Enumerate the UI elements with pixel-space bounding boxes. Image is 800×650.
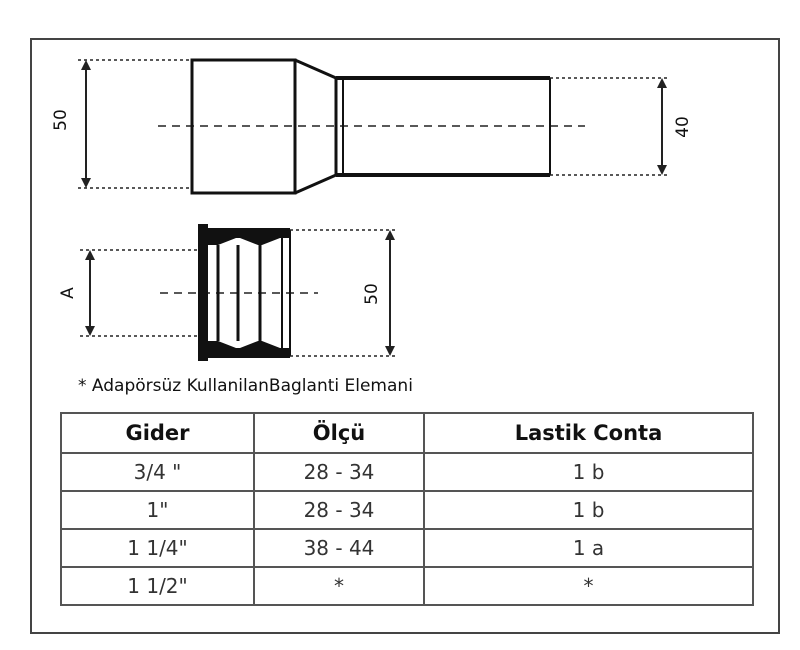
table-row — [61, 529, 753, 567]
cell-olcu: 38 - 44 — [254, 529, 424, 567]
cell-gider: 3/4 " — [61, 453, 254, 491]
spec-table — [60, 412, 754, 606]
arrow-down-icon — [85, 326, 95, 336]
cell-gider: 1" — [61, 491, 254, 529]
dimension-label-40: 40 — [673, 116, 693, 138]
table-row — [61, 491, 753, 529]
cell-conta: * — [424, 567, 753, 605]
cell-gider: 1 1/2" — [61, 567, 254, 605]
seal-top-profile — [208, 228, 290, 245]
cell-gider: 1 1/4" — [61, 529, 254, 567]
cell-olcu: 28 - 34 — [254, 453, 424, 491]
header-gider: Gider — [61, 413, 254, 453]
arrow-up-icon — [385, 230, 395, 240]
pipe-adapter-drawing — [51, 60, 693, 193]
rubber-seal-drawing — [58, 224, 398, 361]
seal-bottom-profile — [208, 341, 290, 358]
cell-olcu: 28 - 34 — [254, 491, 424, 529]
arrow-up-icon — [81, 60, 91, 70]
table-header-row — [61, 413, 753, 453]
seal-flange — [198, 224, 208, 361]
cell-olcu: * — [254, 567, 424, 605]
cell-conta: 1 b — [424, 491, 753, 529]
cell-conta: 1 b — [424, 453, 753, 491]
dimension-label-a: A — [58, 287, 78, 299]
table-row — [61, 453, 753, 491]
arrow-down-icon — [385, 346, 395, 356]
table-row — [61, 567, 753, 605]
cell-conta: 1 a — [424, 529, 753, 567]
header-olcu: Ölçü — [254, 413, 424, 453]
arrow-down-icon — [657, 165, 667, 175]
arrow-up-icon — [85, 250, 95, 260]
arrow-down-icon — [81, 178, 91, 188]
dimension-label-50: 50 — [51, 109, 71, 131]
arrow-up-icon — [657, 78, 667, 88]
dimension-label-seal-50: 50 — [362, 283, 382, 305]
connection-note: * Adapörsüz KullanilanBaglanti Elemani — [78, 376, 413, 396]
header-lastik-conta: Lastik Conta — [424, 413, 753, 453]
